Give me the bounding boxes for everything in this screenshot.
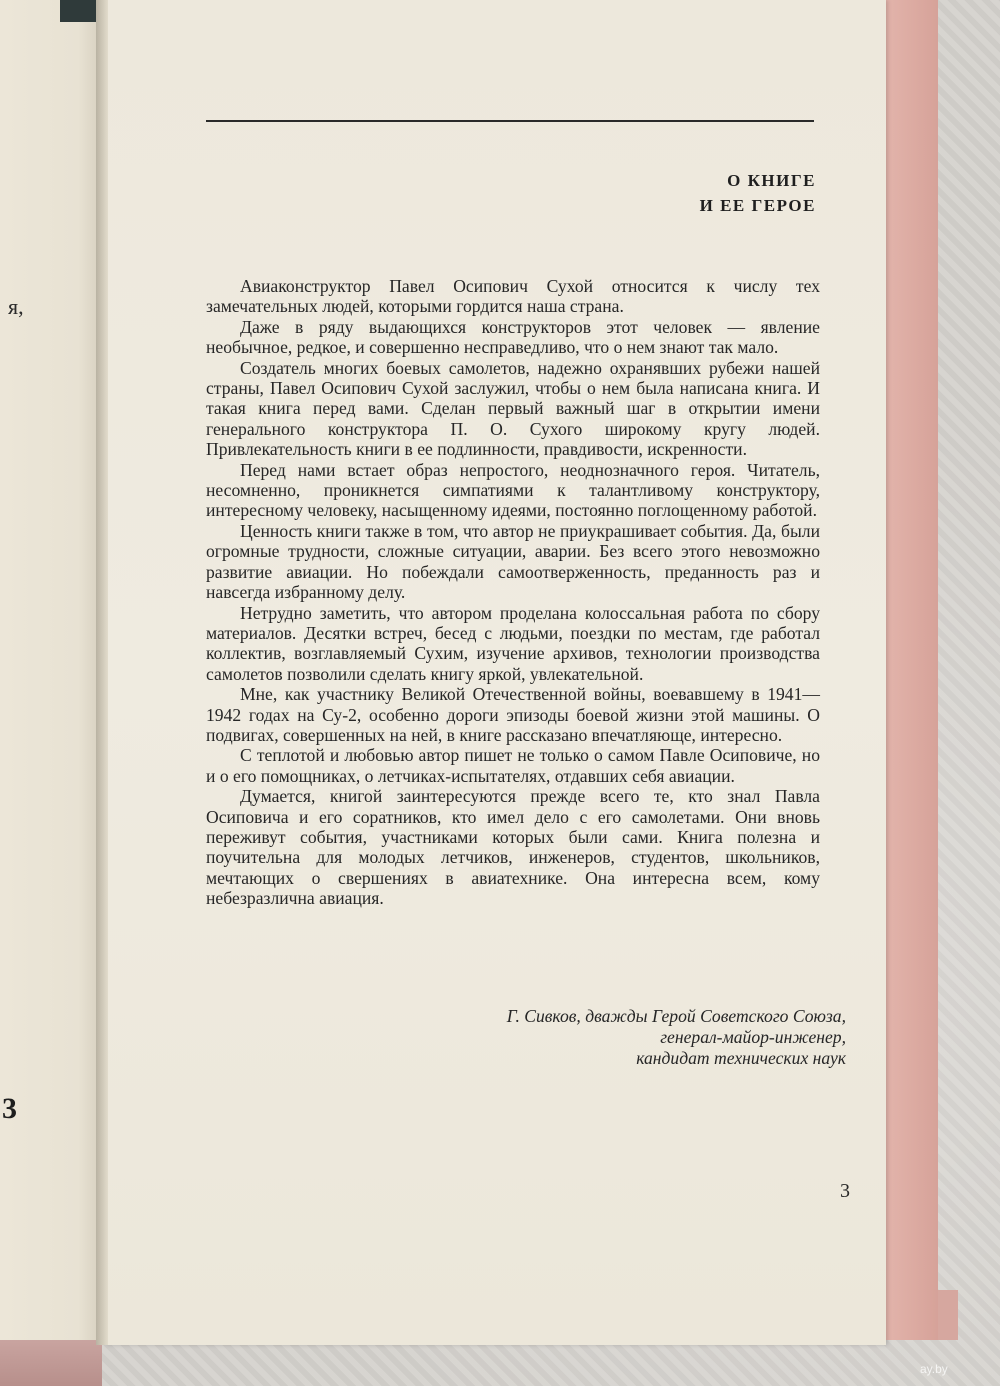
- book-gutter: [96, 0, 108, 1345]
- paragraph: Авиаконструктор Павел Осипович Сухой относится к числу тех замечательных людей, которыми гордится наша страна.: [206, 276, 820, 317]
- chapter-heading: [560, 168, 816, 218]
- signature-line-2: генерал-майор-инженер,: [660, 1027, 846, 1047]
- left-cover-bottom: [0, 1340, 102, 1386]
- watermark: ay.by: [920, 1362, 948, 1376]
- right-cover-edge: [880, 0, 938, 1340]
- signature-line-1: Г. Сивков, дважды Герой Советского Союза,: [506, 1006, 846, 1026]
- right-cover-corner: [938, 1290, 958, 1340]
- paragraph: Даже в ряду выдающихся конструкторов этот человек — явление необычное, редкое, и совершенно несправедливо, что о нем знают так мало.: [206, 316, 820, 358]
- page-number: 3: [840, 1180, 850, 1202]
- chapter-heading-line-1: О КНИГЕ: [727, 171, 816, 190]
- signature-line-3: кандидат технических наук: [636, 1048, 846, 1068]
- left-page-number: 3: [2, 1092, 17, 1125]
- foreword-body: [206, 276, 820, 909]
- paragraph: Нетрудно заметить, что автором проделана колоссальная работа по сбору материалов. Десятки встреч, бесед с людьми, поездки по местам, где работал коллектив, возглавляемый Сухим, изучение архивов, технологии производства самолетов позволили сделать книгу яркой, увлекательной.: [206, 602, 820, 684]
- author-signature: [300, 1006, 846, 1069]
- paragraph: Создатель многих боевых самолетов, надежно охранявших рубежи нашей страны, Павел Осипович Сухой заслужил, чтобы о нем была написана книга. И такая книга перед вами. Сделан первый важный шаг в открытии имени генерального конструктора П. О. Сухого широкому кругу людей. Привлекательность книги в ее подлинности, правдивости, искренности.: [206, 357, 820, 460]
- left-page: [0, 0, 98, 1340]
- left-cover-corner: [60, 0, 100, 22]
- paragraph: Ценность книги также в том, что автор не приукрашивает события. Да, были огромные трудности, сложные ситуации, аварии. Без всего этого невозможно развитие авиации. Но побеждали самоотверженность, преданность раз и навсегда избранному делу.: [206, 520, 820, 603]
- paragraph: Перед нами встает образ непростого, неоднозначного героя. Читатель, несомненно, проникнется симпатиями к талантливому конструктору, интересному человеку, насыщенному идеями, постоянно поглощенному работой.: [206, 459, 820, 521]
- paragraph: Мне, как участнику Великой Отечественной войны, воевавшему в 1941—1942 годах на Су-2, особенно дороги эпизоды боевой жизни этой машины. О подвигах, совершенных на ней, в книге рассказано впечатляюще, интересно.: [206, 684, 820, 745]
- left-page-text-fragment: я,: [8, 294, 24, 319]
- chapter-heading-line-2: И ЕЕ ГЕРОЕ: [699, 196, 816, 215]
- paragraph: С теплотой и любовью автор пишет не только о самом Павле Осиповиче, но и о его помощниках, о летчиках-испытателях, отдавших себя авиации.: [206, 745, 820, 786]
- heading-rule: [206, 120, 814, 122]
- paragraph: Думается, книгой заинтересуются прежде всего те, кто знал Павла Осиповича и его соратников, кто имел дело с его самолетами. Они вновь переживут события, участниками которых были сами. Книга полезна и поучительна для молодых летчиков, инженеров, студентов, школьников, мечтающих о свершениях в авиатехнике. Она интересна всем, кому небезразлична авиация.: [206, 786, 820, 909]
